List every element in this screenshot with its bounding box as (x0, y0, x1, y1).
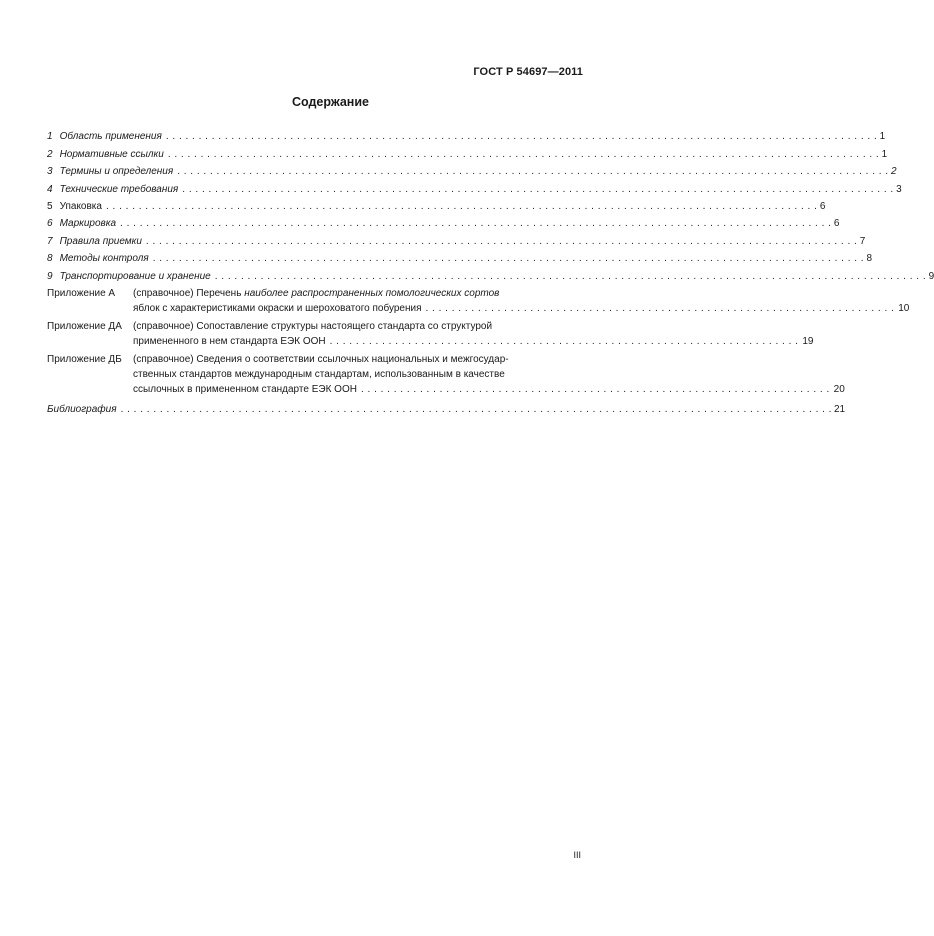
toc-entry-title: Область применения (59, 131, 162, 143)
toc-entry-number: 1 (47, 131, 53, 143)
bibliography-title: Библиография (47, 403, 117, 415)
appendix-line-italic: наиболее распространенных помологических сортов (244, 287, 500, 299)
appendix-label: Приложение ДБ (47, 353, 122, 365)
toc-entry-number: 2 (47, 148, 53, 160)
toc-bibliography[interactable] (47, 399, 846, 416)
toc-entry-number: 7 (47, 235, 53, 247)
appendix-line-text: яблок с характеристиками окраски и шероховатого побурения (133, 302, 422, 314)
appendix-line: (справочное) Сопоставление структуры настоящего стандарта со структурой (133, 320, 493, 332)
toc-entry-page: 6 (833, 218, 840, 230)
appendix-body (133, 319, 813, 349)
appendix-body (133, 352, 845, 397)
leader-dots (215, 271, 926, 283)
toc-entry[interactable] (47, 161, 897, 178)
toc-entry[interactable] (47, 143, 888, 160)
toc-appendix-db[interactable] (47, 352, 845, 397)
leader-dots (146, 236, 857, 248)
toc-entry[interactable] (47, 248, 873, 265)
toc-entry[interactable] (47, 265, 934, 282)
toc-entry[interactable] (47, 230, 866, 247)
toc-entry-title: Маркировка (59, 218, 117, 230)
leader-dots (120, 218, 831, 230)
appendix-label: Приложение ДА (47, 320, 122, 332)
leader-dots (330, 334, 799, 349)
toc-entry-title: Методы контроля (59, 253, 149, 265)
appendix-label: Приложение А (47, 287, 116, 299)
toc-entry-number: 8 (47, 253, 53, 265)
appendix-line: ственных стандартов международным стандартам, использованным в качестве (133, 368, 505, 380)
appendix-page: 20 (833, 383, 845, 395)
leader-dots (121, 404, 832, 416)
toc-entry-title: Технические требования (59, 183, 179, 195)
toc-entry[interactable] (47, 178, 902, 195)
toc-entry-page: 7 (859, 235, 866, 247)
toc-entry-title: Упаковка (59, 200, 102, 212)
toc-sections (47, 126, 934, 283)
appendix-page: 19 (802, 335, 814, 347)
toc-entry[interactable] (47, 213, 840, 230)
toc-appendix-a[interactable] (47, 286, 910, 316)
bibliography-page: 21 (833, 403, 846, 415)
appendix-line-text: примененного в нем стандарта ЕЭК ООН (133, 335, 326, 347)
document-code: ГОСТ Р 54697—2011 (473, 66, 583, 78)
appendix-page: 10 (898, 302, 910, 314)
toc-entry-number: 5 (47, 200, 53, 212)
toc-entry-title: Термины и определения (59, 166, 174, 178)
appendix-line (133, 286, 909, 301)
leader-dots (177, 166, 888, 178)
appendix-line: (справочное) Сведения о соответствии ссылочных национальных и межгосудар- (133, 353, 509, 365)
table-of-contents (47, 126, 934, 416)
toc-entry-title: Транспортирование и хранение (59, 270, 211, 282)
leader-dots (166, 131, 877, 143)
toc-entry-number: 9 (47, 270, 53, 282)
toc-entry-page: 8 (866, 253, 873, 265)
appendix-line-text: ссылочных в примененном стандарте ЕЭК ООН (133, 383, 357, 395)
toc-entry[interactable] (47, 126, 886, 143)
page-number: III (573, 850, 581, 860)
toc-entry-number: 6 (47, 218, 53, 230)
appendix-line (133, 334, 813, 349)
leader-dots (361, 382, 830, 397)
leader-dots (182, 184, 893, 196)
leader-dots (168, 149, 879, 161)
leader-dots (106, 201, 817, 213)
toc-entry-number: 4 (47, 183, 53, 195)
toc-entry-page: 6 (819, 200, 826, 212)
toc-entry-page: 3 (896, 183, 902, 195)
appendix-line (133, 301, 909, 316)
toc-entry-page: 1 (881, 148, 888, 160)
toc-entry-page: 9 (928, 270, 934, 282)
toc-entry-title: Правила приемки (59, 235, 142, 247)
toc-title: Содержание (291, 95, 369, 109)
leader-dots (426, 301, 895, 316)
toc-appendix-da[interactable] (47, 319, 814, 349)
toc-entry-number: 3 (47, 166, 53, 178)
appendix-line (133, 382, 845, 397)
toc-entry-page: 1 (879, 131, 886, 143)
toc-entry[interactable] (47, 196, 826, 213)
toc-entry-page: 2 (891, 166, 897, 178)
leader-dots (153, 253, 864, 265)
appendix-body (133, 286, 909, 316)
appendix-line-prefix: (справочное) Перечень (133, 287, 245, 299)
toc-entry-title: Нормативные ссылки (59, 148, 164, 160)
